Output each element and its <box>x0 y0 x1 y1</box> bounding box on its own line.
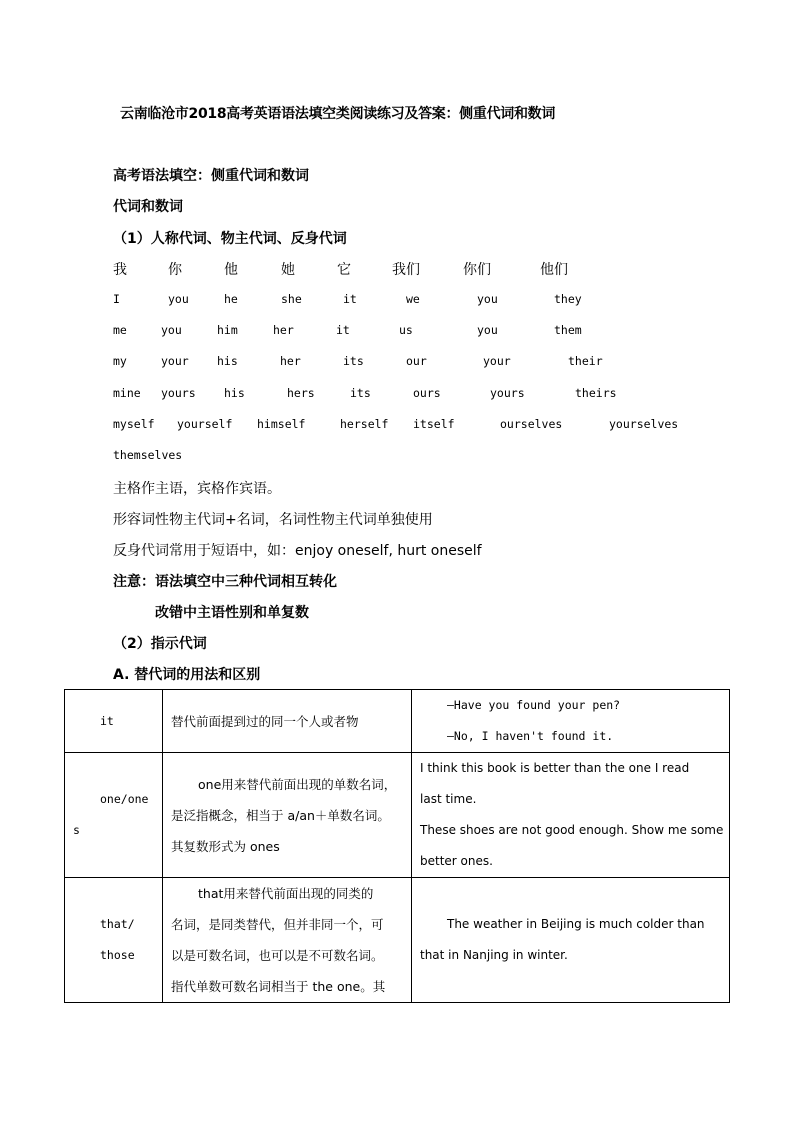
pronoun-cell: it <box>343 292 357 306</box>
usage-text: that用来替代前面出现的同类的 <box>198 886 374 901</box>
section-heading: 高考语法填空：侧重代词和数词 <box>113 168 309 184</box>
table-row <box>65 690 730 753</box>
pronoun-cell: them <box>554 323 582 337</box>
example-text: The weather in Beijing is much colder than <box>447 917 705 931</box>
note-case-usage: 主格作主语，宾格作宾语。 <box>113 481 281 497</box>
note-reflexive-usage <box>113 540 482 560</box>
term-cell <box>65 690 163 753</box>
example-text: I think this book is better than the one I read <box>420 761 690 775</box>
pronoun-cell: we <box>406 292 420 306</box>
pronoun-header-cell: 她 <box>281 262 295 278</box>
example-cell <box>412 690 730 753</box>
pronoun-cell: our <box>406 354 427 368</box>
pronoun-cell: mine <box>113 386 141 400</box>
term-text: one/one <box>100 792 149 806</box>
part2-heading: （2）指示代词 <box>113 636 207 652</box>
example-text: last time. <box>420 792 477 806</box>
pronoun-cell: you <box>477 292 498 306</box>
usage-text: 指代单数可数名词相当于 the one。其 <box>171 979 386 994</box>
pronoun-cell: him <box>217 323 238 337</box>
table-row <box>65 753 730 878</box>
note-possessive-usage: 形容词性物主代词+名词，名词性物主代词单独使用 <box>113 512 433 528</box>
usage-text: 替代前面提到过的同一个人或者物 <box>171 714 359 729</box>
usage-text: 名词，是同类替代，但并非同一个，可 <box>171 917 384 932</box>
usage-cell <box>163 878 412 1003</box>
pronoun-cell: theirs <box>575 386 617 400</box>
pronoun-cell: its <box>350 386 371 400</box>
pronoun-cell: herself <box>340 417 389 431</box>
attention-note-2: 改错中主语性别和单复数 <box>155 605 309 621</box>
pronoun-cell: himself <box>257 417 306 431</box>
pronoun-cell: her <box>280 354 301 368</box>
example-text: —No, I haven't found it. <box>447 729 614 743</box>
pronoun-cell: yours <box>161 386 196 400</box>
term-text: s <box>73 823 80 837</box>
pronoun-header-cell: 你 <box>168 262 182 278</box>
pronoun-cell: ourselves <box>500 417 563 431</box>
usage-text: 是泛指概念，相当于 a/an＋单数名词。 <box>171 808 390 823</box>
substitute-pronoun-table <box>64 689 730 1003</box>
pronoun-cell: you <box>168 292 189 306</box>
pronoun-cell: my <box>113 354 127 368</box>
pronoun-header-cell: 它 <box>337 262 351 278</box>
pronoun-cell: ours <box>413 386 441 400</box>
term-cell <box>65 753 163 878</box>
pronoun-cell: its <box>343 354 364 368</box>
usage-cell <box>163 753 412 878</box>
pronoun-cell: themselves <box>113 448 183 462</box>
pronoun-header-cell: 你们 <box>463 262 491 278</box>
pronoun-cell: hers <box>287 386 315 400</box>
term-cell <box>65 878 163 1003</box>
example-cell <box>412 878 730 1003</box>
term-text: those <box>100 948 135 962</box>
usage-text: 其复数形式为 ones <box>171 839 280 854</box>
pronoun-cell: he <box>224 292 238 306</box>
pronoun-cell: yours <box>490 386 525 400</box>
pronoun-header-cell: 他 <box>224 262 238 278</box>
pronoun-cell: you <box>477 323 498 337</box>
pronoun-header-cell: 我 <box>113 262 127 278</box>
example-text: These shoes are not good enough. Show me some <box>420 823 724 837</box>
example-text: —Have you found your pen? <box>447 698 621 712</box>
pronoun-cell: me <box>113 323 127 337</box>
usage-text: one用来替代前面出现的单数名词， <box>198 777 397 792</box>
pronoun-cell: us <box>399 323 413 337</box>
pronoun-cell: myself <box>113 417 155 431</box>
note-reflexive-text: 反身代词常用于短语中，如：enjoy oneself, hurt oneself <box>113 543 482 559</box>
table-row <box>65 878 730 1003</box>
pronoun-cell: I <box>113 292 120 306</box>
document-title: 云南临沧市2018高考英语语法填空类阅读练习及答案：侧重代词和数词 <box>120 106 556 122</box>
pronoun-cell: her <box>273 323 294 337</box>
example-text: better ones. <box>420 854 493 868</box>
usage-text: 以是可数名词，也可以是不可数名词。 <box>171 948 384 963</box>
pronoun-cell: his <box>217 354 238 368</box>
partA-heading: A. 替代词的用法和区别 <box>113 667 261 683</box>
pronoun-cell: itself <box>413 417 455 431</box>
example-cell <box>412 753 730 878</box>
usage-cell <box>163 690 412 753</box>
pronoun-cell: yourself <box>177 417 233 431</box>
pronoun-cell: they <box>554 292 582 306</box>
example-text: that in Nanjing in winter. <box>420 948 568 962</box>
term-text: it <box>100 714 114 728</box>
attention-note: 注意：语法填空中三种代词相互转化 <box>113 574 337 590</box>
pronoun-cell: you <box>161 323 182 337</box>
pronoun-cell: his <box>224 386 245 400</box>
sub-heading: 代词和数词 <box>113 199 183 215</box>
pronoun-cell: your <box>483 354 511 368</box>
term-text: that/ <box>100 917 135 931</box>
pronoun-header-cell: 我们 <box>392 262 420 278</box>
part1-heading: （1）人称代词、物主代词、反身代词 <box>113 231 347 247</box>
pronoun-cell: yourselves <box>609 417 679 431</box>
pronoun-cell: it <box>336 323 350 337</box>
pronoun-header-cell: 他们 <box>540 262 568 278</box>
pronoun-cell: she <box>281 292 302 306</box>
pronoun-cell: your <box>161 354 189 368</box>
pronoun-cell: their <box>568 354 603 368</box>
